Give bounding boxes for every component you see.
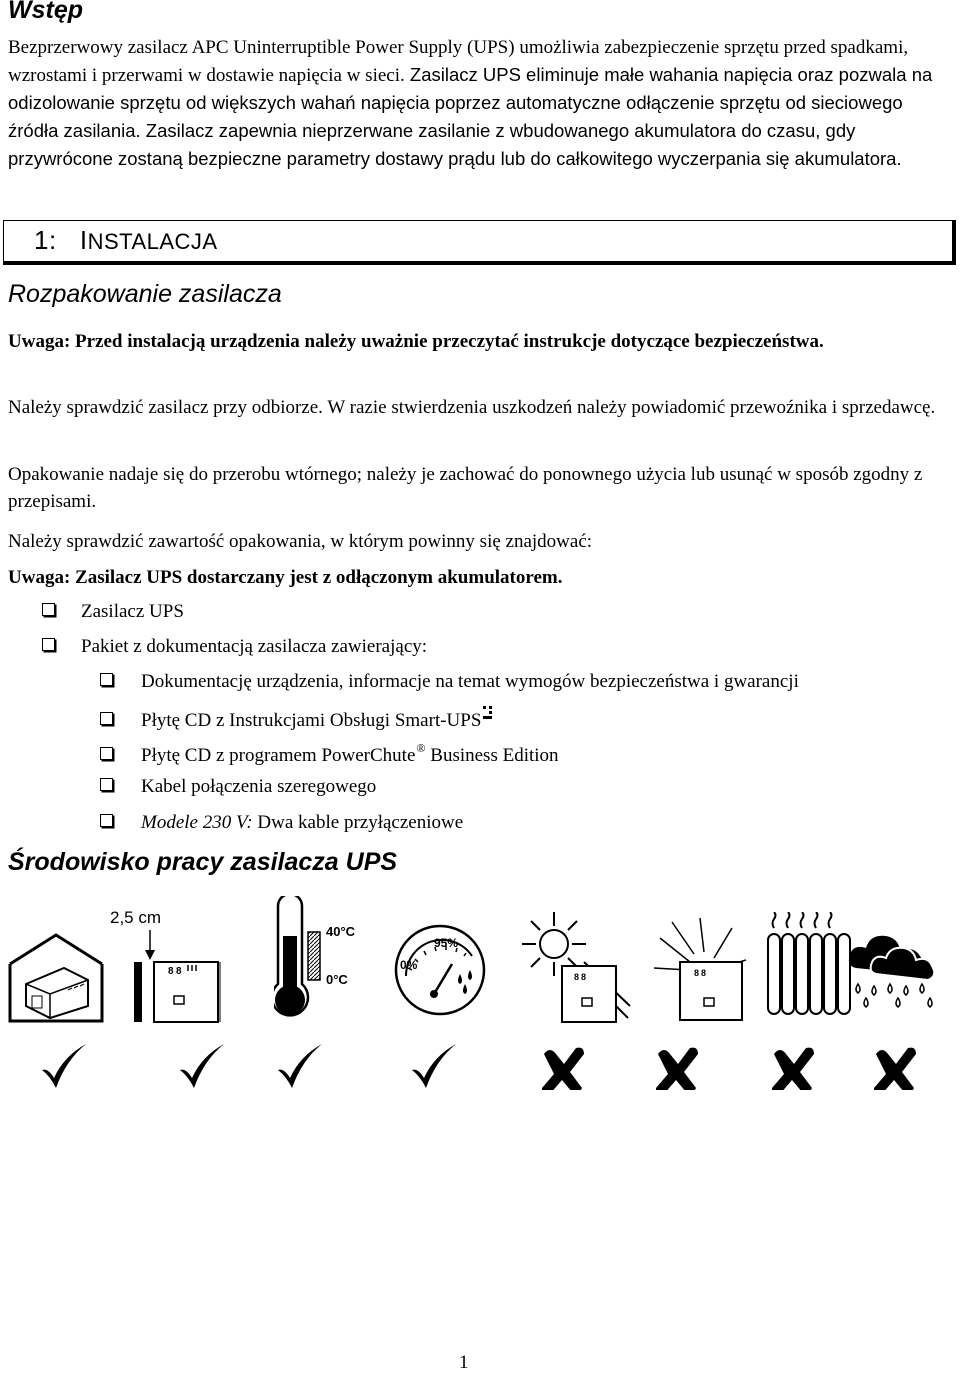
unpacking-heading: Rozpakowanie zasilacza bbox=[8, 280, 282, 308]
subitem-models-text: Dwa kable przyłączeniowe bbox=[252, 812, 464, 833]
humidity-gauge-icon bbox=[388, 922, 492, 1018]
cross-mark-icon bbox=[770, 1044, 816, 1090]
svg-text:8: 8 bbox=[176, 966, 182, 977]
subitem-models-label: Modele 230 V: bbox=[141, 812, 253, 833]
clearance-label: 2,5 cm bbox=[110, 908, 162, 927]
intro-text-serif: Bezprzerwowy zasilacz APC Uninterruptible Power Supply (UPS) umożliwia zabezpieczenie sprzętu przed spadkami, wzrostami i przerwami w dostawie napięcia w sieci. bbox=[8, 37, 909, 86]
svg-text:8: 8 bbox=[581, 972, 587, 982]
indoor-house-icon bbox=[8, 932, 104, 1024]
sunlight-icon bbox=[520, 910, 632, 1026]
intro-heading: Wstęp bbox=[8, 0, 83, 24]
check-mark-icon bbox=[276, 1042, 324, 1090]
registered-mark: ® bbox=[416, 741, 426, 755]
inspection-note: Należy sprawdzić zasilacz przy odbiorze. W razie stwierdzenia uszkodzeń należy powiadomić przewoźnika i sprzedawcę. bbox=[8, 397, 936, 418]
item-ups: Zasilacz UPS bbox=[81, 601, 184, 622]
list-item bbox=[100, 741, 559, 767]
checkbox-icon bbox=[100, 673, 113, 686]
subitem-cd-powerchute-edition: Business Edition bbox=[425, 745, 559, 766]
temp-high-label: 40°C bbox=[326, 924, 356, 939]
cross-mark-icon bbox=[654, 1044, 700, 1090]
contents-intro: Należy sprawdzić zawartość opakowania, w którym powinny się znajdować: bbox=[8, 531, 593, 552]
checkbox-icon bbox=[42, 638, 55, 651]
thermometer-icon bbox=[274, 896, 364, 1024]
cross-mark-icon bbox=[540, 1044, 586, 1090]
list-item bbox=[42, 636, 427, 658]
subitem-cd-powerchute: Płytę CD z programem PowerChute bbox=[141, 745, 416, 766]
svg-text:8: 8 bbox=[168, 966, 174, 977]
page-number: 1 bbox=[459, 1352, 469, 1373]
list-item bbox=[100, 776, 376, 798]
clearance-ups-icon bbox=[130, 928, 225, 1024]
checkbox-icon bbox=[42, 603, 55, 616]
chapter-initial: I bbox=[79, 225, 88, 255]
checkbox-icon bbox=[100, 747, 113, 760]
check-mark-icon bbox=[178, 1042, 226, 1090]
svg-text:8: 8 bbox=[574, 972, 580, 982]
subitem-docs: Dokumentację urządzenia, informacje na temat wymogów bezpieczeństwa i gwarancji bbox=[141, 671, 799, 692]
subitem-cd-manual: Płytę CD z Instrukcjami Obsługi Smart-UPS bbox=[141, 710, 482, 731]
list-item bbox=[100, 706, 492, 732]
humidity-high-label: 95% bbox=[434, 936, 459, 950]
item-doc-pack: Pakiet z dokumentacją zasilacza zawierający: bbox=[81, 636, 428, 657]
radiator-icon bbox=[764, 912, 852, 1020]
list-item bbox=[100, 671, 799, 693]
intro-text-rest: Zasilacz zapewnia nieprzerwane zasilanie z wbudowanego akumulatora do czasu, gdy przywrócone zostaną bezpieczne parametry dostawy prądu lub do całkowitego wyczerpania się akumulatora. bbox=[8, 120, 902, 169]
chapter-name: NSTALACJA bbox=[87, 229, 218, 254]
svg-text:8: 8 bbox=[701, 968, 707, 978]
intro-text-sans: Zasilacz UPS eliminuje małe wahania napięcia oraz pozwala na odizolowanie sprzętu od większych wahań napięcia poprzez automatyczne odłączenie sprzętu od sieciowego źródła zasilania. bbox=[8, 64, 933, 141]
checkbox-icon bbox=[100, 814, 113, 827]
checkbox-icon bbox=[100, 712, 113, 725]
chapter-title bbox=[34, 225, 218, 256]
check-mark-icon bbox=[40, 1042, 88, 1090]
checkbox-icon bbox=[100, 778, 113, 791]
list-item bbox=[100, 812, 463, 834]
recycling-note: Opakowanie nadaje się do przerobu wtórnego; należy je zachować do ponownego użycia lub usunąć w sposób zgodny z przepisami. bbox=[8, 464, 923, 512]
cross-mark-icon bbox=[872, 1044, 918, 1090]
heat-source-icon bbox=[650, 918, 750, 1022]
intro-paragraph bbox=[8, 34, 952, 173]
chapter-number: 1: bbox=[34, 225, 57, 255]
svg-text:8: 8 bbox=[694, 968, 700, 978]
list-item bbox=[42, 601, 184, 623]
safety-warning: Uwaga: Przed instalacją urządzenia należy uważnie przeczytać instrukcje dotyczące bezpieczeństwa. bbox=[8, 331, 824, 352]
chapter-header-box bbox=[3, 220, 956, 265]
temp-low-label: 0°C bbox=[326, 972, 348, 987]
battery-note: Uwaga: Zasilacz UPS dostarczany jest z odłączonym akumulatorem. bbox=[8, 567, 563, 588]
rain-cloud-icon bbox=[846, 928, 940, 1012]
environment-heading: Środowisko pracy zasilacza UPS bbox=[8, 848, 398, 876]
humidity-low-label: 0% bbox=[400, 958, 418, 972]
smart-ups-logo-icon bbox=[483, 706, 492, 720]
check-mark-icon bbox=[410, 1042, 458, 1090]
subitem-cable: Kabel połączenia szeregowego bbox=[141, 776, 377, 797]
